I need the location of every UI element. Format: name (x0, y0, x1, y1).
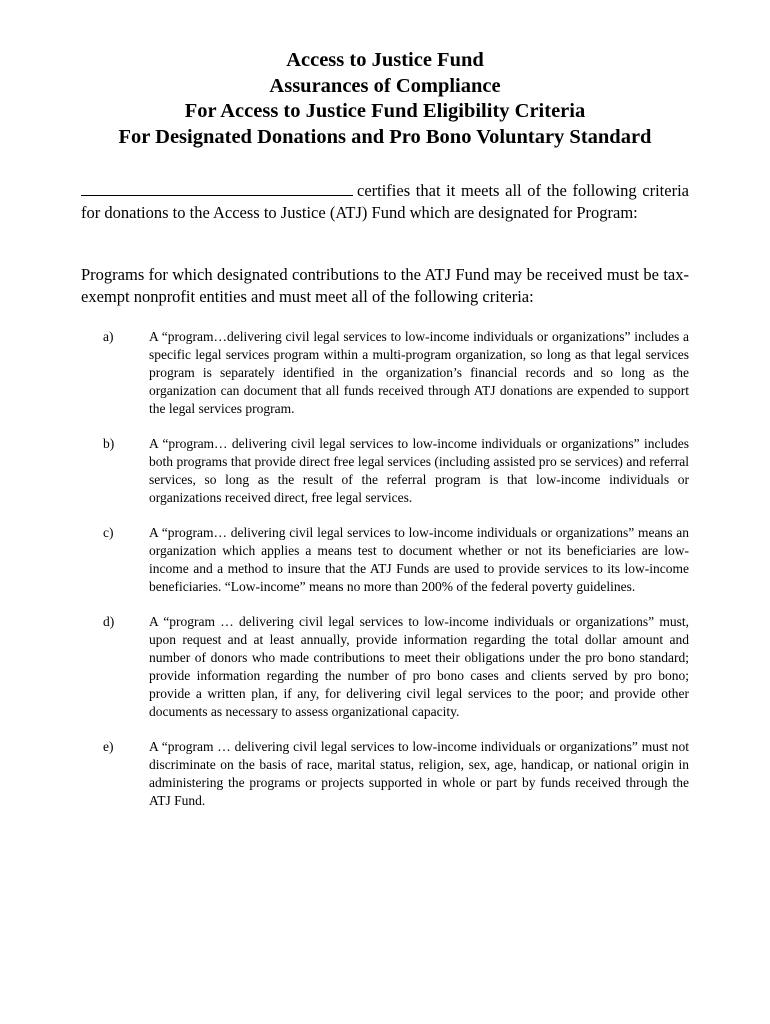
criterion-letter: a) (103, 329, 114, 344)
title-line-3: For Access to Justice Fund Eligibility Criteria (184, 100, 586, 122)
criterion-text: A “program … delivering civil legal services to low-income individuals or organizations” must, upon request and at least annually, provide information regarding the total dollar amount and number of donors who made contributions to meet their obligations under the pro bono standard; provide information regarding the number of pro bono cases and clients served by pro bono; provide a written plan, if any, for delivering civil legal services to the poor; and provide other documents as necessary to assess organizational capacity. (149, 614, 689, 719)
title-line-1: Access to Justice Fund (286, 49, 484, 71)
criterion-b (81, 435, 689, 507)
criterion-text: A “program … delivering civil legal services to low-income individuals or organizations” must not discriminate on the basis of race, marital status, religion, sex, age, handicap, or national origin in administering the programs or projects supported in whole or part by funds received through the ATJ Fund. (149, 739, 689, 808)
criterion-letter: c) (103, 525, 114, 540)
criterion-letter: d) (103, 614, 115, 629)
certification-paragraph (81, 180, 689, 223)
criterion-c (81, 524, 689, 596)
criterion-text: A “program… delivering civil legal services to low-income individuals or organizations” includes both programs that provide direct free legal services (including assisted pro se services) and referral services, so long as the result of the referral program is that low-income individuals or organizations received direct, free legal services. (149, 436, 689, 505)
certification-text: certifies that it meets all of the following criteria for donations to the Access to Justice (ATJ) Fund which are designated for Program: (81, 181, 689, 222)
document-title (0, 48, 770, 150)
criterion-letter: e) (103, 739, 114, 754)
criterion-letter: b) (103, 436, 115, 451)
criterion-d (81, 613, 689, 721)
criterion-e (81, 738, 689, 810)
criteria-list (81, 328, 689, 827)
title-line-2: Assurances of Compliance (269, 74, 501, 97)
intro-paragraph: Programs for which designated contributions to the ATJ Fund may be received must be tax-exempt nonprofit entities and must meet all of the following criteria: (81, 265, 689, 306)
organization-name-blank[interactable] (81, 180, 353, 196)
criterion-text: A “program… delivering civil legal services to low-income individuals or organizations” means an organization which applies a means test to document whether or not its beneficiaries are low-income and a method to insure that the ATJ Funds are used to provide services to its low-income beneficiaries. “Low-income” means no more than 200% of the federal poverty guidelines. (149, 525, 689, 594)
criterion-text: A “program…delivering civil legal services to low-income individuals or organizations” includes a specific legal services program within a multi-program organization, so long as that legal services program is separately identified in the organization’s financial records and so long as the organization can document that all funds received through ATJ donations are expended to support the legal services program. (149, 329, 689, 416)
title-line-4: For Designated Donations and Pro Bono Voluntary Standard (118, 125, 652, 148)
criterion-a (81, 328, 689, 418)
